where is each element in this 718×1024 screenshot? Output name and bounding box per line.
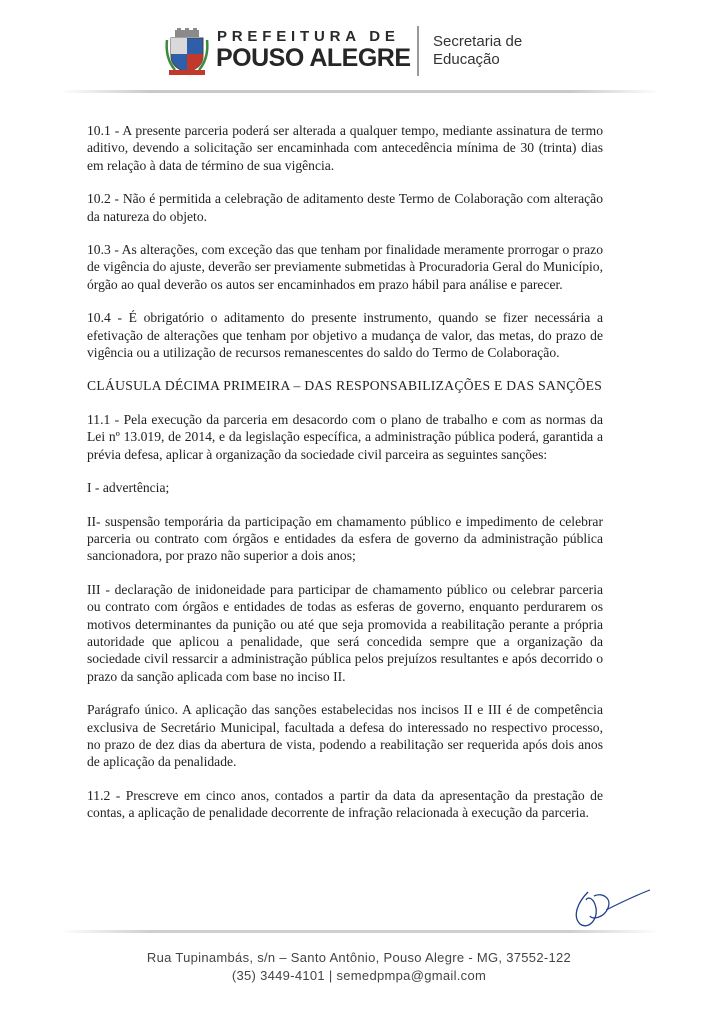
footer-contact: (35) 3449-4101 | semedpmpa@gmail.com — [231, 968, 487, 983]
letterhead — [0, 0, 718, 90]
logo-city-name: POUSO ALEGRE — [216, 44, 411, 72]
footer-rule — [60, 930, 660, 933]
clause-11-heading: CLÁUSULA DÉCIMA PRIMEIRA – DAS RESPONSABILIZAÇÕES E DAS SANÇÕES — [87, 378, 603, 394]
footer-address: Rua Tupinambás, s/n – Santo Antônio, Pouso Alegre - MG, 37552-122 — [146, 950, 572, 965]
secretaria-line2: Educação — [433, 51, 500, 68]
sanction-ii: II- suspensão temporária da participação em chamamento público e impedimento de celebrar parceria ou contrato com órgãos e entidades da esfera de governo da administração pública sancionadora, por prazo não superior a dois anos; — [87, 513, 603, 564]
clause-11-2: 11.2 - Prescreve em cinco anos, contados a partir da data da apresentação da prestação de contas, a aplicação de penalidade decorrente de infração relacionada à execução da parceria. — [87, 787, 603, 821]
clause-11-1: 11.1 - Pela execução da parceria em desacordo com o plano de trabalho e com as normas da Lei nº 13.019, de 2014, e da legislação específica, a administração pública poderá, garantida a prévia defesa, aplicar à organização da sociedade civil parceira as seguintes sanções: — [87, 411, 603, 462]
sanction-i: I - advertência; — [87, 480, 170, 496]
header-rule — [60, 90, 660, 93]
clause-10-2: 10.2 - Não é permitida a celebração de aditamento deste Termo de Colaboração com alteração da natureza do objeto. — [87, 191, 603, 224]
handwritten-initials-signature — [568, 886, 652, 932]
document-body — [87, 122, 603, 838]
paragrafo-unico: Parágrafo único. A aplicação das sanções estabelecidas nos incisos II e III é de competência exclusiva de Secretário Municipal, facultada a defesa do interessado no respectivo processo, no prazo de dez dias da abertura de vista, podendo a reabilitação ser requerida após dois anos de aplicação da penalidade. — [87, 702, 603, 770]
clause-10-3: 10.3 - As alterações, com exceção das que tenham por finalidade meramente prorrogar o prazo de vigência do ajuste, deverão ser previamente submetidas à Procuradoria Geral do Município, órgão ao qual deverão os autos ser encaminhados em prazo hábil para análise e parecer. — [87, 242, 603, 292]
secretaria-line1: Secretaria de — [433, 33, 523, 50]
clause-10-4: 10.4 - É obrigatório o aditamento do presente instrumento, quando se fizer necessária a efetivação de alterações que tenham por objetivo a mudança de valor, das metas, do prazo de vigência ou a utilização de recursos remanescentes do saldo do Termo de Colaboração. — [87, 310, 603, 361]
header-divider — [417, 26, 419, 76]
sanction-iii: III - declaração de inidoneidade para participar de chamamento público ou celebrar parceria ou contrato com órgãos e entidades de todas as esferas de governo, enquanto perdurarem os motivos determinantes da punição ou até que seja promovida a reabilitação perante a própria autoridade que aplicou a penalidade, que será concedida sempre que a organização da sociedade civil ressarcir a administração pública pelos prejuízos resultantes e após decorrido o prazo da sanção aplicada com base no inciso II. — [87, 581, 603, 684]
clause-10-1: 10.1 - A presente parceria poderá ser alterada a qualquer tempo, mediante assinatura de termo aditivo, devendo a solicitação ser encaminhada com antecedência mínima de 30 (trinta) dias em relação à data de término de sua vigência. — [87, 123, 603, 173]
city-coat-of-arms-icon — [165, 28, 209, 76]
logo-prefeitura-text: PREFEITURA DE — [217, 28, 400, 45]
